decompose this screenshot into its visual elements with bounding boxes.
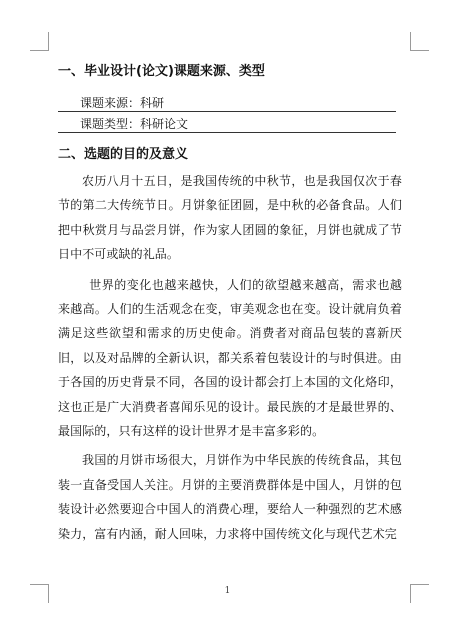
crop-mark-top-left bbox=[30, 32, 49, 51]
field-value: 科研 bbox=[140, 96, 165, 110]
field-topic-source bbox=[58, 95, 396, 112]
paragraph: 世界的变化也越来越快，人们的欲望越来越高，需求也越来越高。人们的生活观念在变，审美观念也在变。设计就肩负着满足这些欲望和需求的历史使命。消费者对商品包装的喜新厌旧，以及对品牌的全新认识，都关系着包装设计的与时俱进。由于各国的历史背景不同，各国的设计都会打上本国的文化烙印，这也正是广大消费者喜闻乐见的设计。最民族的才是最世界的、最国际的，只有这样的设计世界才是丰富多彩的。 bbox=[58, 277, 402, 439]
section-heading-source-type: 一、毕业设计(论文)课题来源、类型 bbox=[58, 64, 265, 79]
field-label: 课题类型： bbox=[80, 117, 141, 131]
field-label: 课题来源： bbox=[80, 96, 141, 110]
paragraph: 农历八月十五日，是我国传统的中秋节，也是我国仅次于春节的第二大传统节日。月饼象征团圆，是中秋的必备食品。人们把中秋赏月与品尝月饼，作为家人团圆的象征，月饼也就成了节日中不可或缺的礼品。 bbox=[58, 174, 402, 262]
document-body bbox=[58, 62, 402, 546]
field-value: 科研论文 bbox=[140, 117, 189, 131]
section-heading-purpose: 二、选题的目的及意义 bbox=[58, 147, 189, 162]
page-number: 1 bbox=[224, 586, 231, 596]
field-topic-type bbox=[58, 116, 396, 133]
paragraph: 我国的月饼市场很大，月饼作为中华民族的传统食品，其包装一直备受国人关注。月饼的主要消费群体是中国人，月饼的包装设计必然要迎合中国人的消费心理，要给人一种强烈的艺术感染力，富有内涵，耐人回味，力求将中国传统文化与现代艺术完 bbox=[58, 453, 402, 541]
crop-mark-top-right bbox=[410, 32, 429, 51]
